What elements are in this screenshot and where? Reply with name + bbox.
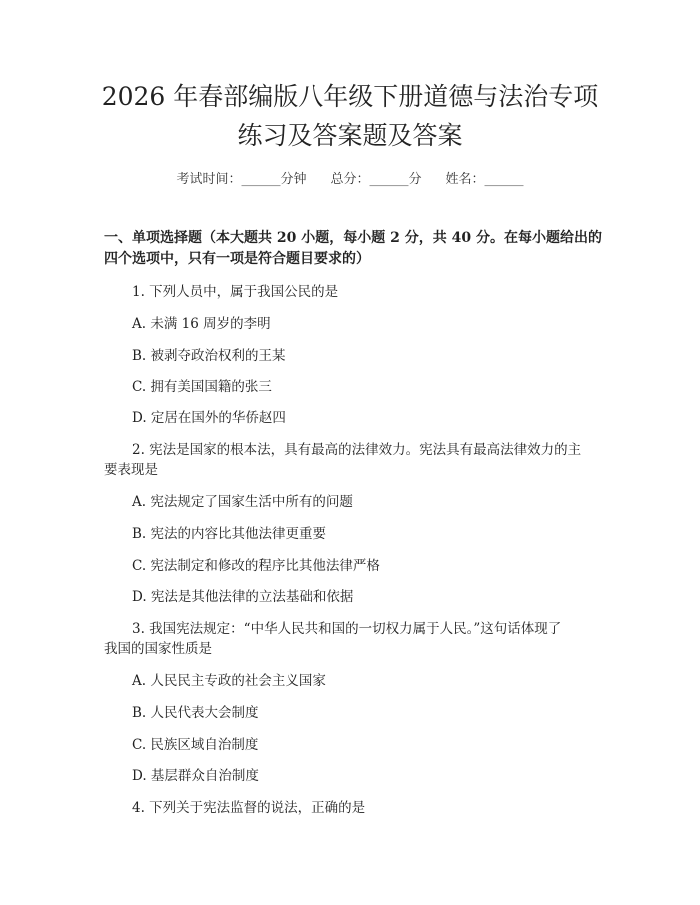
question-3-stem-line-1: 3. 我国宪法规定：“中华人民共和国的一切权力属于人民。”这句话体现了 <box>132 621 562 637</box>
document-title-line-2: 练习及答案题及答案 <box>237 121 463 150</box>
question-3-option-a: A. 人民民主专政的社会主义国家 <box>132 673 326 689</box>
question-2-stem-line-1: 2. 宪法是国家的根本法，具有最高的法律效力。宪法具有最高法律效力的主 <box>132 442 582 458</box>
question-2-option-b: B. 宪法的内容比其他法律更重要 <box>132 526 327 542</box>
document-title-line-1: 2026 年春部编版八年级下册道德与法治专项 <box>101 82 599 111</box>
question-2-option-d: D. 宪法是其他法律的立法基础和依据 <box>132 589 354 605</box>
total-score-field: 总分：______分 <box>330 172 422 187</box>
student-name-field: 姓名：______ <box>445 172 524 187</box>
section-heading: 一、单项选择题（本大题共 20 小题，每小题 2 分，共 40 分。在每小题给出的四个选项中，只有一项是符合题目要求的） <box>104 230 602 267</box>
question-2-option-a: A. 宪法规定了国家生活中所有的问题 <box>132 494 353 510</box>
question-1-option-d: D. 定居在国外的华侨赵四 <box>132 410 286 426</box>
question-3-stem-line-2: 我国的国家性质是 <box>104 641 212 657</box>
question-4-stem: 4. 下列关于宪法监督的说法，正确的是 <box>132 800 366 816</box>
question-1-option-a: A. 未满 16 周岁的李明 <box>132 316 271 332</box>
question-3-option-c: C. 民族区域自治制度 <box>132 737 259 753</box>
question-1-stem: 1. 下列人员中，属于我国公民的是 <box>132 284 339 300</box>
exam-time-field: 考试时间：______分钟 <box>176 172 307 187</box>
question-3-option-d: D. 基层群众自治制度 <box>132 768 259 784</box>
exam-meta <box>0 168 700 187</box>
question-3-option-b: B. 人民代表大会制度 <box>132 705 259 721</box>
question-2-option-c: C. 宪法制定和修改的程序比其他法律严格 <box>132 558 380 574</box>
question-2-stem-line-2: 要表现是 <box>104 462 158 478</box>
question-1-option-b: B. 被剥夺政治权利的王某 <box>132 348 286 364</box>
question-1-option-c: C. 拥有美国国籍的张三 <box>132 379 272 395</box>
